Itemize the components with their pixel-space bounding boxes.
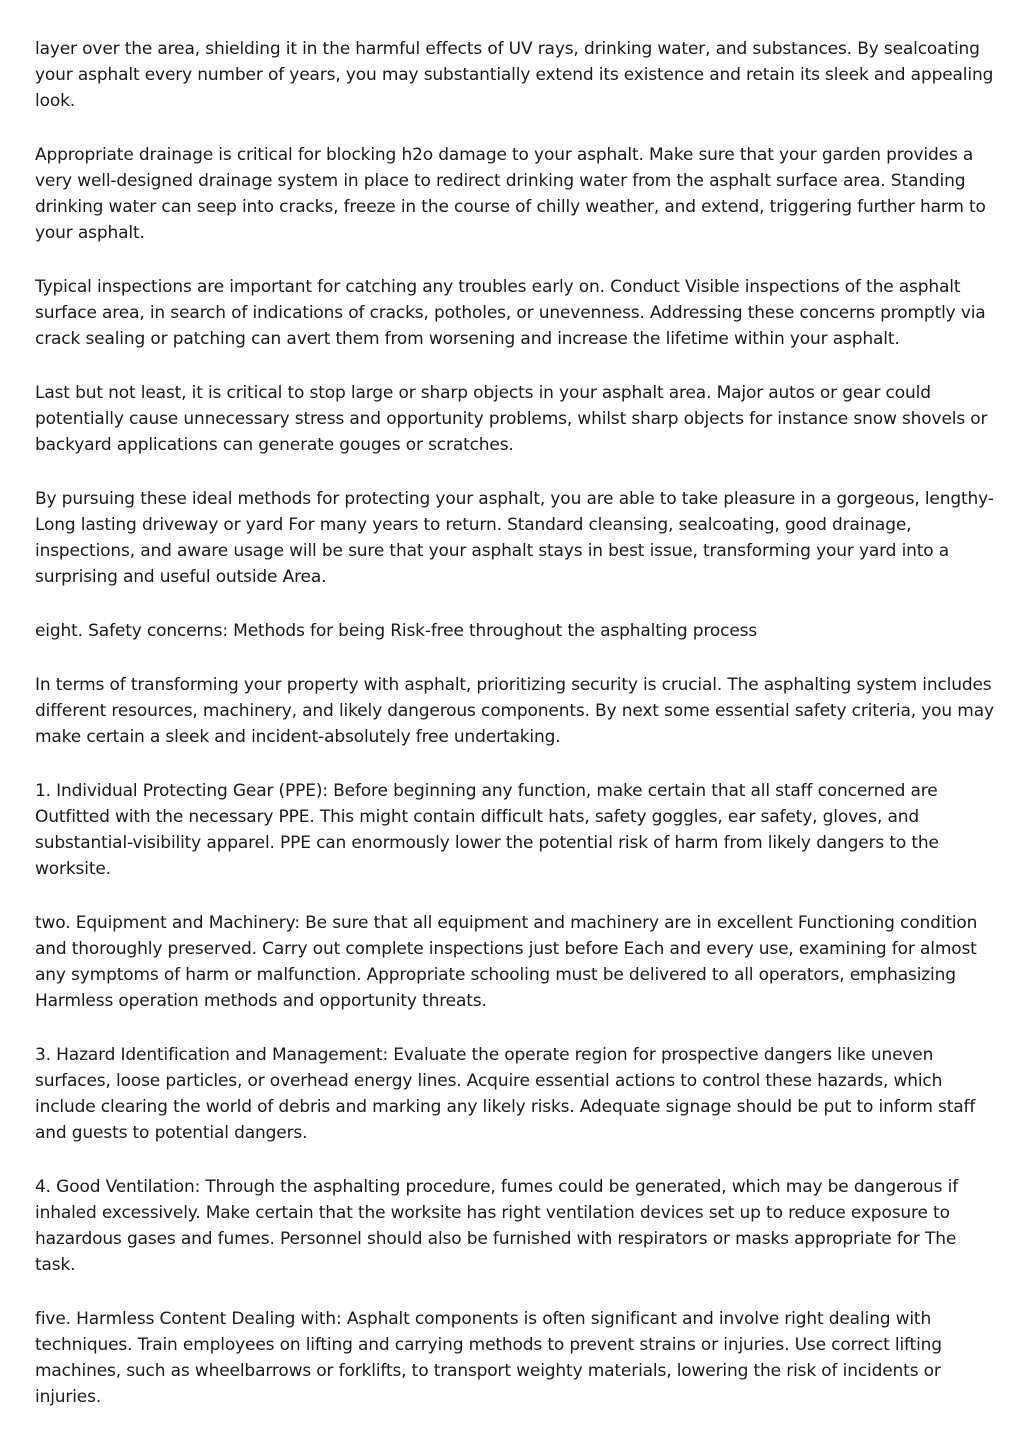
section-heading-safety: eight. Safety concerns: Methods for being Risk-free throughout the asphalting process [35,621,758,641]
list-item-ventilation: 4. Good Ventilation: Through the asphalting procedure, fumes could be generated, which may be dangerous if inhaled excessively. Make certain that the worksite has right ventilation devices set up to reduce exposure to hazardous gases and fumes. Personnel should also be furnished with respirators or masks appropriate for The task. [35,1177,959,1275]
list-item-ppe: 1. Individual Protecting Gear (PPE): Before beginning any function, make certain that all staff concerned are Outfitted with the necessary PPE. This might contain difficult hats, safety goggles, ear safety, gloves, and substantial-visibility apparel. PPE can enormously lower the potential risk of harm from likely dangers to the worksite. [35,781,939,879]
list-item-material-handling: five. Harmless Content Dealing with: Asphalt components is often significant and involve right dealing with techniques. Train employees on lifting and carrying methods to prevent strains or injuries. Use correct lifting machines, such as wheelbarrows or forklifts, to transport weighty materials, lowering the risk of incidents or injuries. [35,1309,942,1407]
paragraph-inspections: Typical inspections are important for catching any troubles early on. Conduct Visible inspections of the asphalt surface area, in search of indications of cracks, potholes, or unevenness. Addressing these concerns promptly via crack sealing or patching can avert them from worsening and increase the lifetime within your asphalt. [35,277,986,349]
document-body [35,36,995,1438]
list-item-hazard: 3. Hazard Identification and Management: Evaluate the operate region for prospective dangers like uneven surfaces, loose particles, or overhead energy lines. Acquire essential actions to control these hazards, which include clearing the world of debris and marking any likely risks. Adequate signage should be put to inform staff and guests to potential dangers. [35,1045,976,1143]
paragraph-drainage: Appropriate drainage is critical for blocking h2o damage to your asphalt. Make sure that your garden provides a very well-designed drainage system in place to redirect drinking water from the asphalt surface area. Standing drinking water can seep into cracks, freeze in the course of chilly weather, and extend, triggering further harm to your asphalt. [35,145,986,243]
paragraph-sealcoating: layer over the area, shielding it in the harmful effects of UV rays, drinking water, and substances. By sealcoating your asphalt every number of years, you may substantially extend its existence and retain its sleek and appealing look. [35,39,994,111]
paragraph-objects: Last but not least, it is critical to stop large or sharp objects in your asphalt area. Major autos or gear could potentially cause unnecessary stress and opportunity problems, whilst sharp objects for instance snow shovels or backyard applications can generate gouges or scratches. [35,383,988,455]
paragraph-best-methods: By pursuing these ideal methods for protecting your asphalt, you are able to take pleasure in a gorgeous, lengthy-Long lasting driveway or yard For many years to return. Standard cleansing, sealcoating, good drainage, inspections, and aware usage will be sure that your asphalt stays in best issue, transforming your yard into a surprising and useful outside Area. [35,489,994,587]
list-item-equipment: two. Equipment and Machinery: Be sure that all equipment and machinery are in excellent Functioning condition and thoroughly preserved. Carry out complete inspections just before Each and every use, examining for almost any symptoms of harm or malfunction. Appropriate schooling must be delivered to all operators, emphasizing Harmless operation methods and opportunity threats. [35,913,978,1011]
paragraph-safety-intro: In terms of transforming your property with asphalt, prioritizing security is crucial. The asphalting system includes different resources, machinery, and likely dangerous components. By next some essential safety criteria, you may make certain a sleek and incident-absolutely free undertaking. [35,675,994,747]
